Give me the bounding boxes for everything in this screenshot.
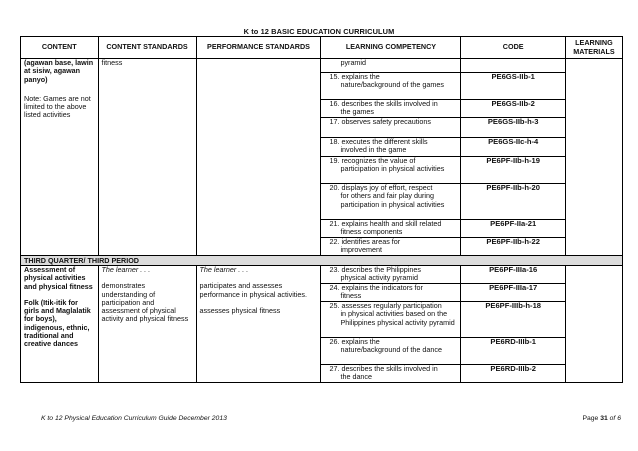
competency-continuation: nature/background of the dance <box>340 345 442 355</box>
competency-cell <box>321 73 461 100</box>
competency-text: 25. assesses regularly participation <box>329 301 442 310</box>
competency-continuation: the games <box>340 107 375 117</box>
quarter-row <box>21 256 623 266</box>
footer-page <box>582 415 621 422</box>
competency-cell <box>321 238 461 256</box>
header-content-standards: CONTENT STANDARDS <box>98 37 196 59</box>
content-standard-cell: fitness <box>98 59 196 256</box>
page-prefix: Page <box>582 415 599 422</box>
competency-cell <box>321 266 461 284</box>
code-cell <box>461 59 565 73</box>
code-cell: PE6PF-IIb-h-20 <box>461 184 565 220</box>
performance-standard-cell <box>196 59 321 256</box>
competency-continuation: in physical activities based on the Philippines physical activity pyramid <box>340 309 455 327</box>
header-learning-competency: LEARNING COMPETENCY <box>321 37 461 59</box>
content-cell <box>21 59 99 256</box>
code-cell: PE6PF-IIIa-16 <box>461 266 565 284</box>
competency-text: 17. observes safety precautions <box>329 117 431 126</box>
competency-cell <box>321 184 461 220</box>
competency-continuation: fitness <box>340 291 362 301</box>
competency-continuation: nature/background of the games <box>340 80 444 90</box>
header-code: CODE <box>461 37 565 59</box>
code-cell: PE6GS-IIc-h-4 <box>461 138 565 157</box>
competency-cell <box>321 365 461 383</box>
competency-text: 16. describes the skills involved in <box>329 99 438 108</box>
footer-guide: K to 12 Physical Education Curriculum Guide December 2013 <box>41 415 227 422</box>
competency-continuation: fitness components <box>340 227 403 237</box>
code-cell: PE6PF-IIa-21 <box>461 220 565 238</box>
competency-text: 24. explains the indicators for <box>329 283 423 292</box>
page-number: 31 <box>600 415 608 422</box>
competency-continuation: participation in physical activities <box>340 164 445 174</box>
competency-text: 19. recognizes the value of <box>329 156 416 165</box>
competency-cell <box>321 302 461 338</box>
competency-text: 20. displays joy of effort, respect <box>329 183 433 192</box>
performance-text-2: assesses physical fitness <box>199 305 281 315</box>
code-cell: PE6GS-IIb-1 <box>461 73 565 100</box>
performance-intro: The learner . . . <box>199 265 249 274</box>
competency-cell <box>321 138 461 157</box>
competency-text: 22. identifies areas for <box>329 237 401 246</box>
competency-cell <box>321 100 461 118</box>
competency-cell <box>321 59 461 73</box>
performance-standard-cell <box>196 266 321 383</box>
content-note: Note: Games are not limited to the above listed activities <box>24 93 91 120</box>
materials-cell <box>565 59 622 256</box>
content-sub: Folk (Itik-itik for girls and Maglalatik for boys), indigenous, ethnic, traditional and creative dances <box>24 297 91 349</box>
page-of: of 6 <box>609 415 621 422</box>
code-cell: PE6RD-IIIb-2 <box>461 365 565 383</box>
performance-text: participates and assesses performance in physical activities. <box>199 281 307 299</box>
competency-continuation: improvement <box>340 245 382 255</box>
competency-continuation: physical activity pyramid <box>340 273 418 283</box>
table-row <box>21 59 623 73</box>
competency-text: 18. executes the different skills <box>329 137 428 146</box>
code-cell: PE6GS-IIb-2 <box>461 100 565 118</box>
competency-continuation: involved in the game <box>340 145 407 155</box>
code-cell: PE6PF-IIb-h-22 <box>461 238 565 256</box>
competency-cell <box>321 157 461 184</box>
competency-text: 27. describes the skills involved in <box>329 364 438 373</box>
competency-cell <box>321 338 461 365</box>
curriculum-table <box>20 36 623 383</box>
competency-cell <box>321 118 461 138</box>
competency-text: 26. explains the <box>329 337 380 346</box>
content-main: (agawan base, lawin at sisiw, agawan panyo) <box>24 58 94 84</box>
standard-text: demonstrates understanding of participation and assessment of physical activity and physical fitness <box>101 281 189 324</box>
code-cell: PE6PF-IIIa-17 <box>461 284 565 302</box>
table-row <box>21 266 623 284</box>
code-cell: PE6PF-IIIb-h-18 <box>461 302 565 338</box>
table-header-row <box>21 37 623 59</box>
code-cell: PE6PF-IIb-h-19 <box>461 157 565 184</box>
competency-text: 21. explains health and skill related <box>329 219 442 228</box>
content-main: Assessment of physical activities and physical fitness <box>24 265 93 291</box>
competency-continuation: pyramid <box>340 58 367 67</box>
header-learning-materials: LEARNING MATERIALS <box>565 37 622 59</box>
content-cell <box>21 266 99 383</box>
materials-cell <box>565 266 622 383</box>
header-content: CONTENT <box>21 37 99 59</box>
header-performance-standards: PERFORMANCE STANDARDS <box>196 37 321 59</box>
code-cell: PE6RD-IIIb-1 <box>461 338 565 365</box>
competency-cell <box>321 284 461 302</box>
competency-text: 15. explains the <box>329 72 380 81</box>
competency-continuation: the dance <box>340 372 373 382</box>
competency-text: 23. describes the Philippines <box>329 265 421 274</box>
competency-continuation: for others and fair play during participation in physical activities <box>340 191 445 209</box>
quarter-label: THIRD QUARTER/ THIRD PERIOD <box>21 256 623 266</box>
standard-intro: The learner . . . <box>101 265 151 274</box>
competency-cell <box>321 220 461 238</box>
document-title: K to 12 BASIC EDUCATION CURRICULUM <box>243 27 395 36</box>
code-cell: PE6GS-IIb-h-3 <box>461 118 565 138</box>
content-standard-cell <box>98 266 196 383</box>
